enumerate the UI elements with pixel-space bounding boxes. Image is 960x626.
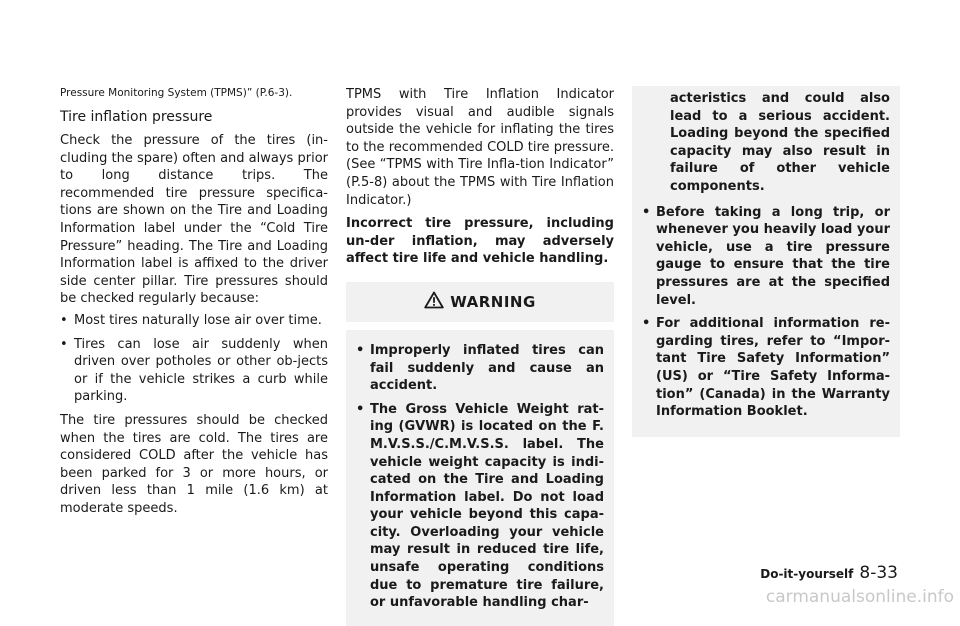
list-item (642, 204, 890, 310)
list-item (356, 342, 604, 395)
warning-box (346, 282, 614, 626)
list-item-text: The Gross Vehicle Weight rat-ing (GVWR) is located on the F. M.V.S.S./C.M.V.S.S. label. The vehicle weight capacity is indi-cated on the Tire and Loading Information label. Do not load your vehicle beyond this capa-city. Overloading your vehicle may result in reduced tire life, unsafe operating conditions due to premature tire failure, or unfavorable handling char- (370, 401, 604, 611)
paragraph-check-pressure: Check the pressure of the tires (in-cluding the spare) often and always prior to long distance trips. The recommended tire pressure specifica-tions are shown on the Tire and Loading Information label under the “Cold Tire Pressure” heading. The Tire and Loading Information label is affixed to the driver side center pillar. Tire pressures should be checked regularly because: (60, 133, 328, 307)
watermark: carmanualsonline.info (765, 587, 954, 607)
list-item (356, 401, 604, 612)
column-middle (346, 86, 614, 626)
list-item-text: For additional information re-garding tires, refer to “Impor-tant Tire Safety Information” (US) or “Tire Safety Informa-tion” (Canada) in the Warranty Information Booklet. (656, 316, 890, 420)
bullet-dot: • (356, 401, 365, 417)
bullet-dot: • (60, 336, 68, 352)
column-left (60, 86, 328, 517)
paragraph-tpms-indicator: TPMS with Tire Inflation Indicator provides visual and audible signals outside the vehicle for inflating the tires to the recommended COLD tire pressure. (See “TPMS with Tire Infla-tion Indicator” (P.5-8) about the TPMS with Tire Inflation Indicator.) (346, 87, 614, 208)
list-item-text: Before taking a long trip, or whenever you heavily load your vehicle, use a tire pressure gauge to ensure that the tire pressures are at the specified level. (656, 204, 890, 308)
section-name: Do-it-yourself (760, 567, 854, 581)
list-item-text: Tires can lose air suddenly when driven over potholes or other ob-jects or if the vehicle strikes a curb while parking. (74, 336, 328, 405)
bullet-dot: • (60, 312, 68, 328)
warning-header (346, 282, 614, 330)
list-item (642, 315, 890, 421)
list-item (60, 312, 328, 330)
bullet-dot: • (642, 204, 651, 220)
warning-list (356, 342, 604, 612)
bullet-dot: • (642, 316, 651, 332)
tpms-reference: Pressure Monitoring System (TPMS)” (P.6-3). (60, 87, 293, 99)
list-item-text: Most tires naturally lose air over time. (74, 312, 322, 328)
warning-triangle-icon (424, 291, 444, 313)
paragraph-incorrect-pressure: Incorrect tire pressure, including un-der inflation, may adversely affect tire life and vehicle handling. (346, 216, 614, 267)
warning-list (642, 204, 890, 421)
paragraph-cold-tires: The tire pressures should be checked when the tires are cold. The tires are considered COLD after the vehicle has been parked for 3 or more hours, or driven less than 1 mile (1.6 km) at moderate speeds. (60, 412, 328, 516)
list-item-text: Improperly inflated tires can fail suddenly and cause an accident. (370, 342, 604, 394)
section-heading: Tire inflation pressure (60, 109, 213, 125)
warning-label: WARNING (450, 292, 536, 311)
warning-continued-text: acteristics and could also lead to a serious accident. Loading beyond the specified capacity may also result in failure of other vehicle components. (670, 91, 890, 194)
page-footer (760, 563, 898, 583)
warning-box-continued (632, 86, 900, 437)
column-right (632, 86, 900, 437)
reasons-list (60, 312, 328, 406)
page-number: 8-33 (859, 563, 898, 583)
bullet-dot: • (356, 342, 365, 358)
list-item (60, 336, 328, 406)
